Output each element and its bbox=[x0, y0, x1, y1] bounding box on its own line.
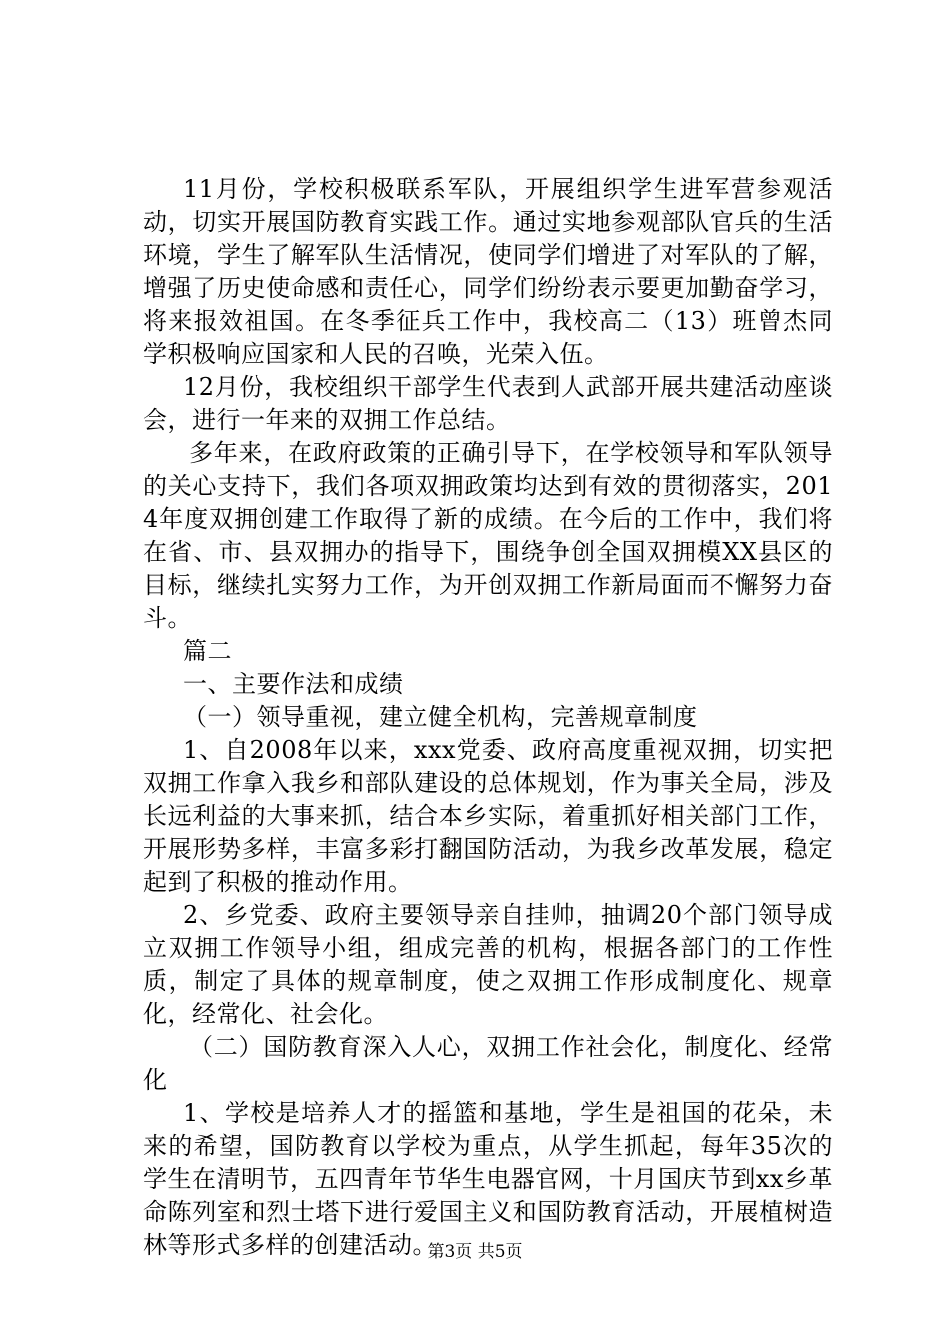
page-number-footer: 第3页 共5页 bbox=[427, 1242, 523, 1262]
paragraph-summary: 多年来，在政府政策的正确引导下，在学校领导和军队领导的关心支持下，我们各项双拥政策均达到有效的贯彻落实，2014年度双拥创建工作取得了新的成绩。在今后的工作中，我们将在省、市、县双拥办的指导下，围绕争创全国双拥模XX县区的目标，继续扎实努力工作，为开创双拥工作新局面而不懈努力奋斗。 bbox=[143, 439, 833, 632]
paragraph-item-1-2008: 1、自2008年以来，xxx党委、政府高度重视双拥，切实把双拥工作拿入我乡和部队建设的总体规划，作为事关全局，涉及长远利益的大事来抓，结合本乡实际，着重抓好相关部门工作，开展形势多样，丰富多彩打翻国防活动，为我乡改革发展，稳定起到了积极的推动作用。 bbox=[143, 736, 833, 896]
paragraph-item-2-leading-group: 2、乡党委、政府主要领导亲自挂帅，抽调20个部门领导成立双拥工作领导小组，组成完善的机构，根据各部门的工作性质，制定了具体的规章制度，使之双拥工作形成制度化、规章化，经常化、社会化。 bbox=[143, 901, 833, 1028]
paragraph-december: 12月份，我校组织干部学生代表到人武部开展共建活动座谈会，进行一年来的双拥工作总结。 bbox=[143, 373, 833, 434]
section-title-part-two: 篇二 bbox=[183, 637, 232, 665]
document-body bbox=[143, 173, 833, 1262]
subheading-national-defense-education: （二）国防教育深入人心，双拥工作社会化，制度化、经常化 bbox=[143, 1033, 833, 1094]
section-heading-main-practices: 一、主要作法和成绩 bbox=[183, 670, 404, 698]
paragraph-item-1-school: 1、学校是培养人才的摇篮和基地，学生是祖国的花朵，未来的希望，国防教育以学校为重点，从学生抓起，每年35次的学生在清明节，五四青年节华生电器官网，十月国庆节到xx乡革命陈列室和烈士塔下进行爱国主义和国防教育活动，开展植树造林等形式多样的创建活动。 bbox=[143, 1099, 833, 1259]
paragraph-november: 11月份，学校积极联系军队，开展组织学生进军营参观活动，切实开展国防教育实践工作。通过实地参观部队官兵的生活环境，学生了解军队生活情况，使同学们增进了对军队的了解，增强了历史使命感和责任心，同学们纷纷表示要更加勤奋学习，将来报效祖国。在冬季征兵工作中，我校高二（13）班曾杰同学积极响应国家和人民的召唤，光荣入伍。 bbox=[143, 175, 833, 368]
subheading-leadership: （一）领导重视，建立健全机构，完善规章制度 bbox=[183, 703, 698, 731]
